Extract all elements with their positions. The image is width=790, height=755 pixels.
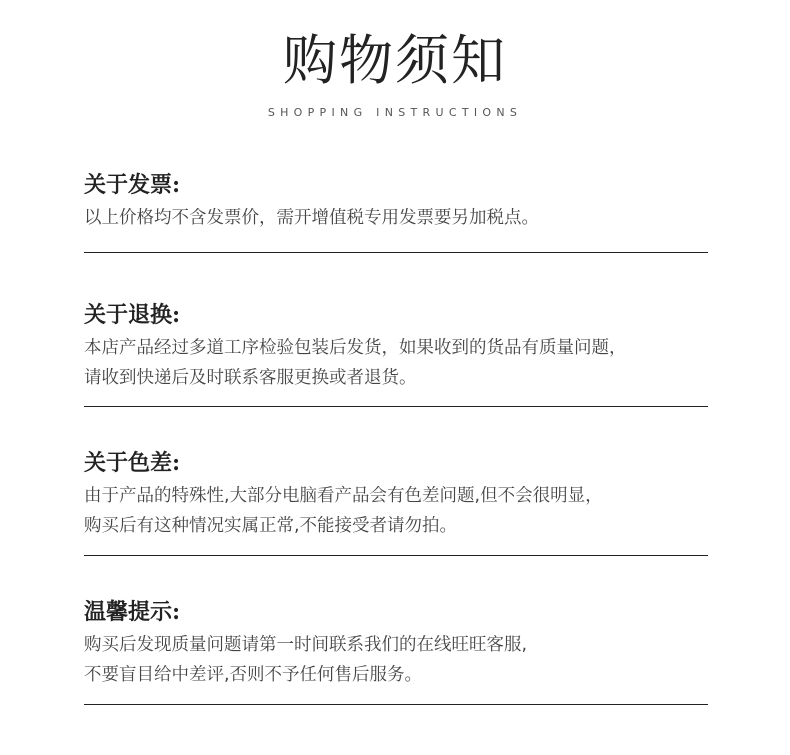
divider: [84, 406, 708, 407]
section-heading: 关于退换:: [84, 302, 181, 328]
section-invoice: [84, 170, 708, 233]
section-text-line: 购买后发现质量问题请第一时间联系我们的在线旺旺客服,: [84, 635, 528, 655]
section-heading: 温馨提示:: [84, 599, 181, 625]
section-color-difference: [84, 448, 708, 541]
divider: [84, 704, 708, 705]
page-subtitle: SHOPPING INSTRUCTIONS: [267, 106, 523, 119]
section-body: [84, 203, 708, 233]
section-body: [84, 630, 708, 690]
section-text-line: 购买后有这种情况实属正常,不能接受者请勿拍。: [84, 516, 458, 536]
section-text-line: 以上价格均不含发票价，需开增值税专用发票要另加税点。: [84, 208, 539, 228]
divider: [84, 252, 708, 253]
section-body: [84, 333, 708, 393]
page-title: 购物须知: [283, 29, 507, 92]
section-text-line: 本店产品经过多道工序检验包装后发货，如果收到的货品有质量问题，: [84, 338, 627, 358]
section-text-line: 请收到快递后及时联系客服更换或者退货。: [84, 368, 417, 388]
section-returns: [84, 300, 708, 393]
section-text-line: 由于产品的特殊性,大部分电脑看产品会有色差问题,但不会很明显，: [84, 486, 603, 506]
section-tips: [84, 597, 708, 690]
section-text-line: 不要盲目给中差评,否则不予任何售后服务。: [84, 665, 423, 685]
section-body: [84, 481, 708, 541]
section-heading: 关于发票:: [84, 172, 181, 198]
divider: [84, 555, 708, 556]
section-heading: 关于色差:: [84, 450, 181, 476]
